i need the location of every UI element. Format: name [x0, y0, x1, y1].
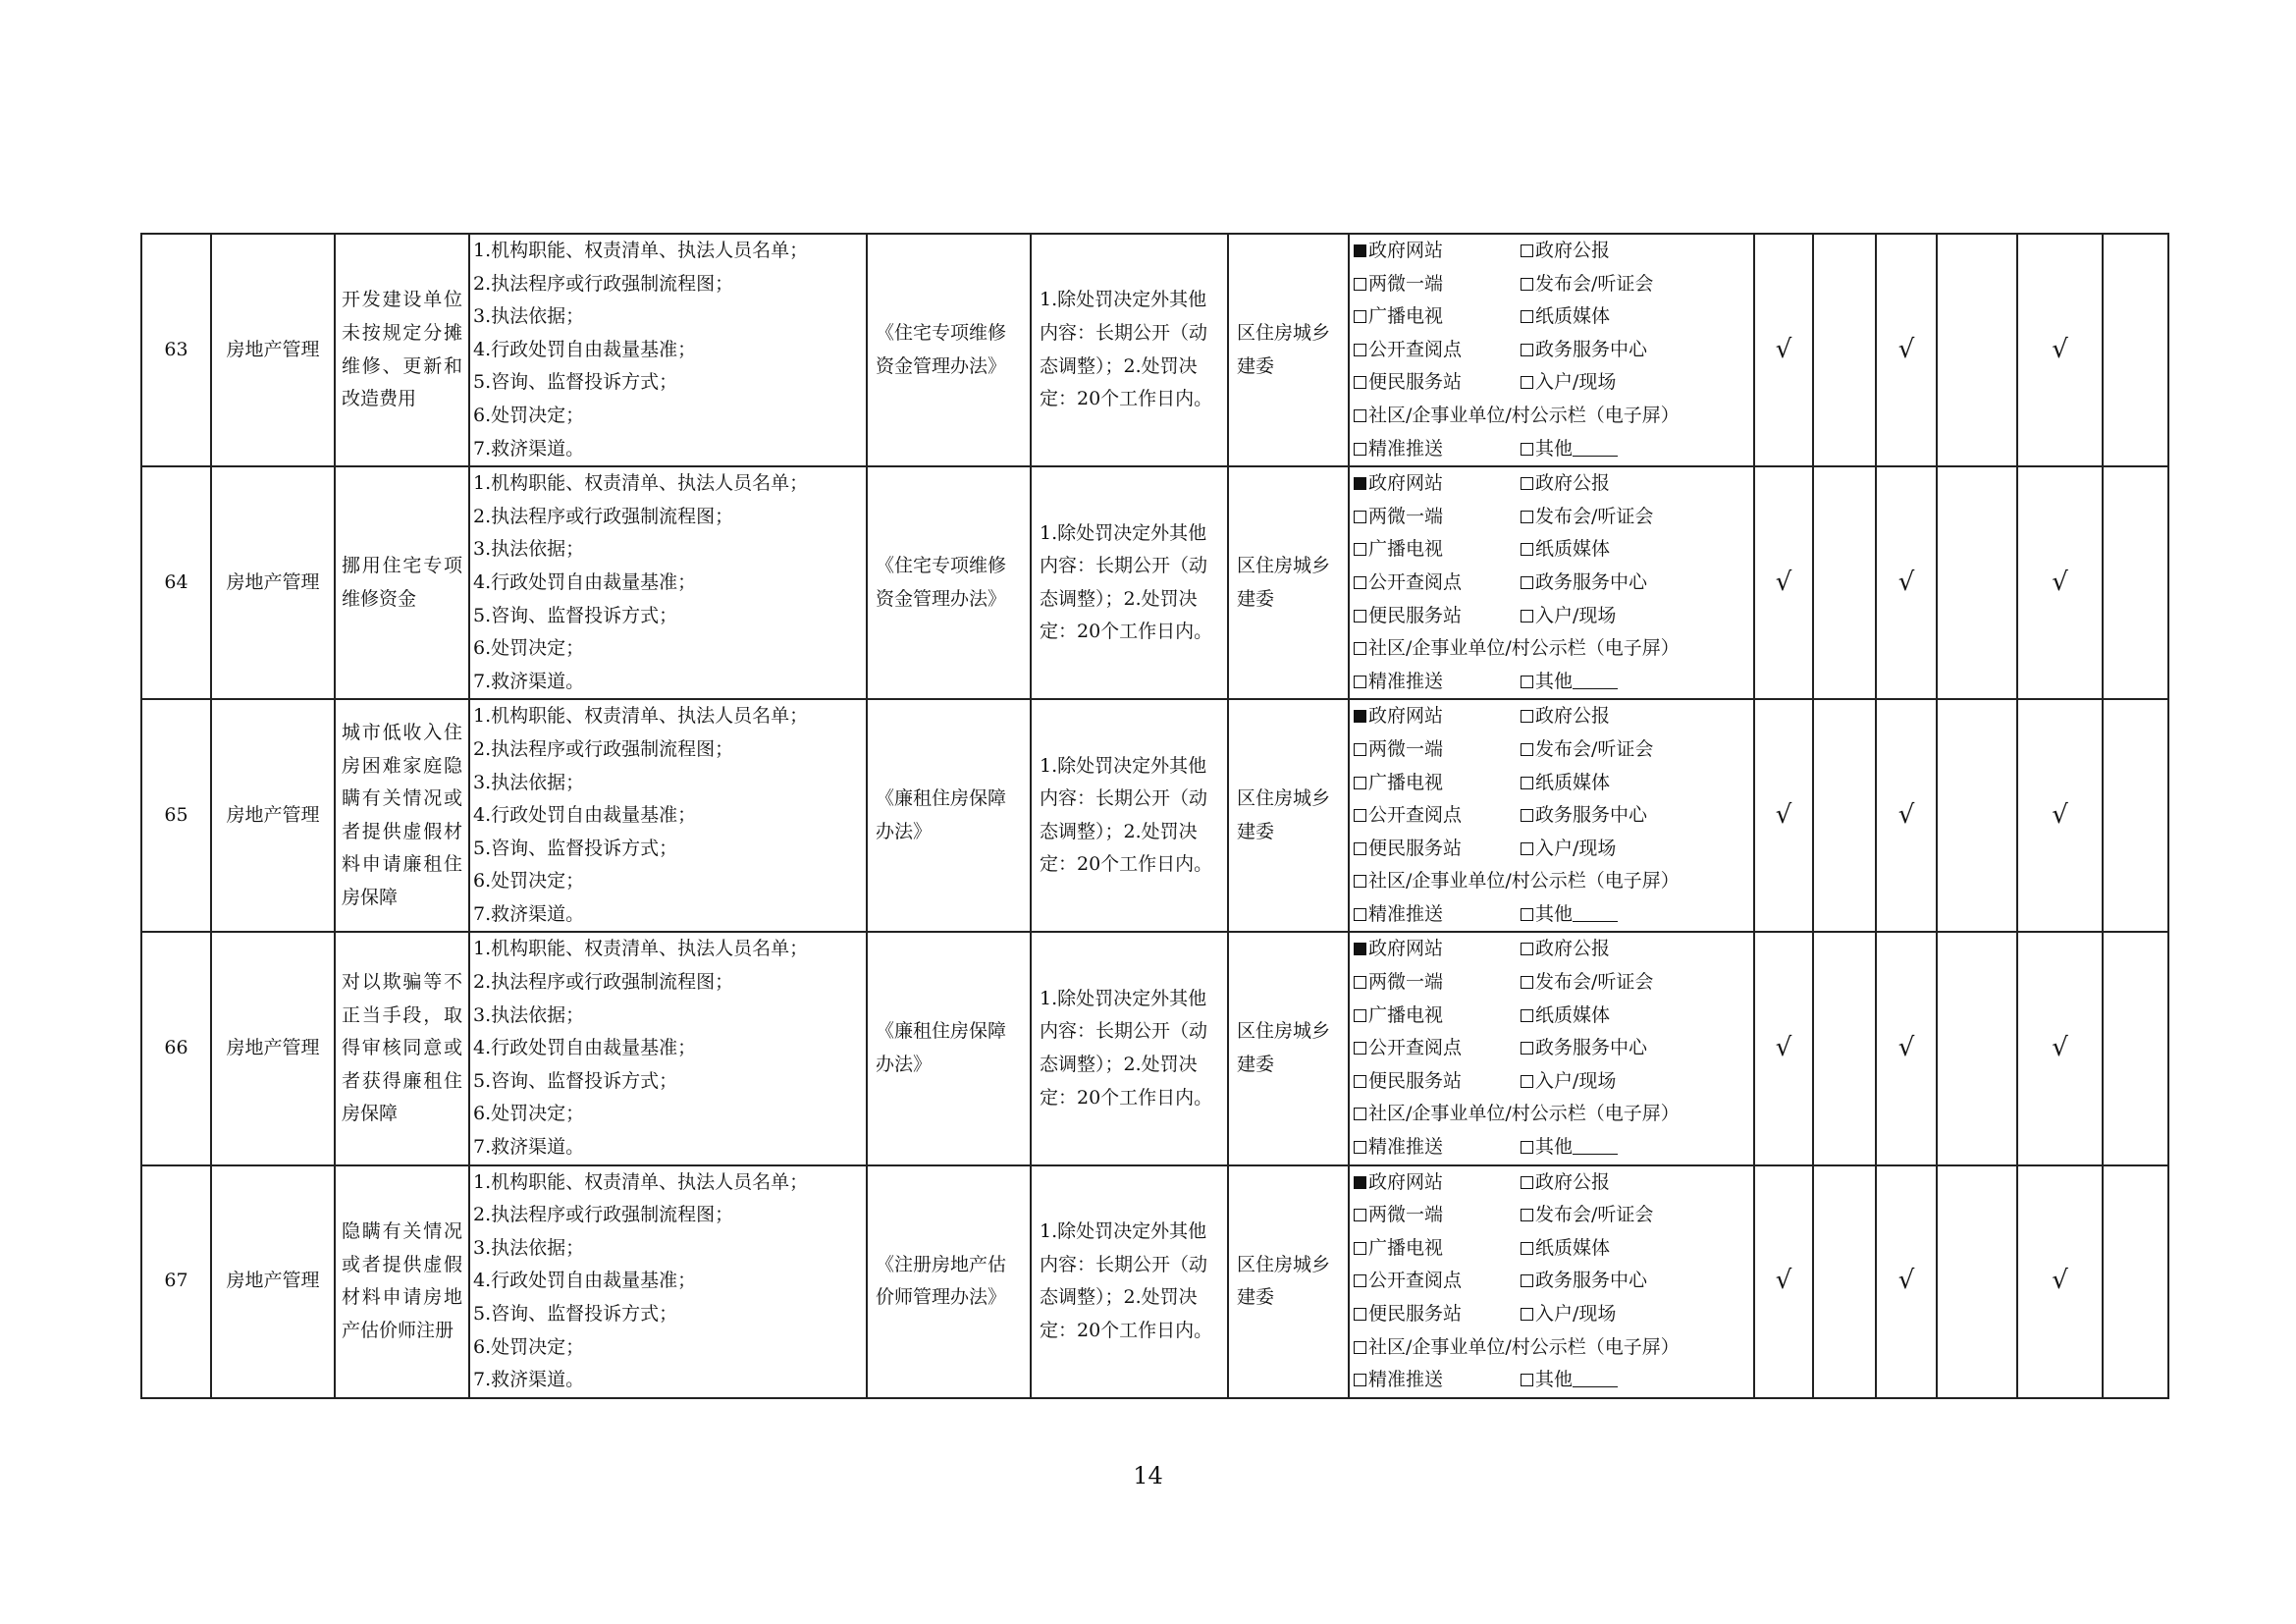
checkbox-icon: [1354, 777, 1366, 789]
checkbox-icon: [1521, 1242, 1533, 1255]
checkbox-icon: [1521, 1141, 1533, 1154]
channel-label: 社区/企事业单位/村公示栏（电子屏）: [1368, 1335, 1680, 1358]
checkbox-icon: [1521, 1042, 1533, 1055]
channel-label: 精准推送: [1368, 670, 1444, 692]
checkbox-icon: [1354, 1042, 1366, 1055]
checkbox-icon: [1354, 1242, 1366, 1255]
channel-label: 政府网站: [1368, 938, 1444, 960]
row-basis: 《住宅专项维修资金管理办法》: [867, 234, 1031, 466]
channel-label: 广播电视: [1368, 305, 1444, 328]
channel-label: 精准推送: [1368, 437, 1444, 460]
checkbox-icon: [1354, 1209, 1366, 1221]
content-line: 4.行政处罚自由裁量基准；: [473, 1270, 697, 1292]
content-line: 4.行政处罚自由裁量基准；: [473, 804, 697, 827]
row-content: [469, 466, 867, 699]
checkbox-icon: [1521, 943, 1533, 955]
check-cell: √: [1876, 1165, 1937, 1398]
content-line: 5.咨询、监督投诉方式；: [473, 1303, 678, 1325]
checkbox-icon: [1521, 610, 1533, 623]
content-line: 7.救济渠道。: [473, 1369, 585, 1391]
checkbox-checked-icon: [1354, 710, 1366, 723]
row-item: 开发建设单位未按规定分摊维修、更新和改造费用: [335, 234, 469, 466]
row-item: 挪用住宅专项维修资金: [335, 466, 469, 699]
channel-label: 广播电视: [1368, 1003, 1444, 1026]
check-cell: √: [1754, 1165, 1813, 1398]
checkbox-icon: [1354, 1141, 1366, 1154]
channel-label: 发布会/听证会: [1535, 505, 1654, 527]
checkbox-icon: [1521, 1308, 1533, 1321]
channel-label: 纸质媒体: [1535, 771, 1611, 793]
check-cell: √: [1876, 932, 1937, 1164]
content-line: 5.咨询、监督投诉方式；: [473, 837, 678, 859]
channel-label: 社区/企事业单位/村公示栏（电子屏）: [1368, 404, 1680, 426]
content-line: 3.执法依据；: [473, 305, 585, 328]
table-row: [141, 699, 2168, 932]
checkbox-icon: [1354, 1009, 1366, 1022]
row-item: 隐瞒有关情况或者提供虚假材料申请房地产估价师注册: [335, 1165, 469, 1398]
content-line: 2.执法程序或行政强制流程图；: [473, 272, 734, 295]
content-line: 4.行政处罚自由裁量基准；: [473, 1037, 697, 1059]
row-basis: 《注册房地产估价师管理办法》: [867, 1165, 1031, 1398]
row-time: 1.除处罚决定外其他内容：长期公开（动态调整）；2.处罚决定：20个工作日内。: [1031, 234, 1228, 466]
row-category: 房地产管理: [211, 466, 335, 699]
checkbox-icon: [1354, 908, 1366, 921]
check-cell: √: [2017, 932, 2103, 1164]
checkbox-icon: [1354, 642, 1366, 655]
channel-label: 入户/现场: [1535, 604, 1617, 626]
checkbox-icon: [1521, 777, 1533, 789]
channel-label: 政务服务中心: [1535, 1037, 1648, 1059]
row-category: 房地产管理: [211, 699, 335, 932]
check-cell: √: [2017, 1165, 2103, 1398]
row-time: 1.除处罚决定外其他内容：长期公开（动态调整）；2.处罚决定：20个工作日内。: [1031, 466, 1228, 699]
row-subject: 区住房城乡建委: [1228, 234, 1349, 466]
blank-underline: [1573, 436, 1618, 457]
disclosure-table: [140, 233, 2169, 1399]
checkbox-icon: [1521, 244, 1533, 257]
content-line: 6.处罚决定；: [473, 1103, 585, 1125]
channel-label: 政府网站: [1368, 1170, 1444, 1193]
row-number: 66: [141, 932, 211, 1164]
content-line: 7.救济渠道。: [473, 670, 585, 692]
content-line: 4.行政处罚自由裁量基准；: [473, 338, 697, 360]
empty-cell: [1937, 932, 2017, 1164]
table-row: [141, 932, 2168, 1164]
channel-label: 纸质媒体: [1535, 305, 1611, 328]
content-line: 6.处罚决定；: [473, 870, 585, 893]
channel-label: 政府公报: [1535, 1170, 1611, 1193]
checkbox-icon: [1521, 310, 1533, 323]
channel-label: 便民服务站: [1368, 1303, 1463, 1325]
channel-label: 入户/现场: [1535, 1069, 1617, 1092]
page-number: 14: [1133, 1462, 1163, 1489]
empty-cell: [1813, 234, 1876, 466]
channel-label: 社区/企事业单位/村公示栏（电子屏）: [1368, 637, 1680, 660]
content-line: 6.处罚决定；: [473, 404, 585, 426]
checkbox-checked-icon: [1354, 477, 1366, 490]
checkbox-icon: [1354, 278, 1366, 291]
checkbox-checked-icon: [1354, 1176, 1366, 1189]
checkbox-icon: [1354, 1075, 1366, 1088]
channel-label: 公开查阅点: [1368, 570, 1463, 593]
checkbox-icon: [1521, 1374, 1533, 1386]
checkbox-icon: [1354, 576, 1366, 589]
row-number: 67: [141, 1165, 211, 1398]
check-cell: √: [2017, 699, 2103, 932]
check-cell: √: [1754, 932, 1813, 1164]
channel-label: 发布会/听证会: [1535, 971, 1654, 994]
checkbox-icon: [1354, 1108, 1366, 1120]
channel-label: 政府网站: [1368, 240, 1444, 261]
checkbox-icon: [1354, 443, 1366, 456]
checkbox-icon: [1521, 1075, 1533, 1088]
channel-label: 政府公报: [1535, 240, 1611, 261]
channel-label: 便民服务站: [1368, 1069, 1463, 1092]
check-cell: √: [1876, 699, 1937, 932]
checkbox-checked-icon: [1354, 943, 1366, 955]
channel-label: 两微一端: [1368, 1204, 1444, 1226]
channel-label: 纸质媒体: [1535, 1003, 1611, 1026]
channel-label: 其他: [1535, 437, 1574, 460]
channel-label: 便民服务站: [1368, 371, 1463, 394]
row-number: 65: [141, 699, 211, 932]
row-channels: [1349, 1165, 1754, 1398]
check-cell: √: [1876, 466, 1937, 699]
empty-cell: [1813, 699, 1876, 932]
checkbox-icon: [1354, 1341, 1366, 1354]
content-line: 5.咨询、监督投诉方式；: [473, 1069, 678, 1092]
checkbox-icon: [1354, 809, 1366, 822]
checkbox-icon: [1521, 743, 1533, 756]
checkbox-icon: [1521, 576, 1533, 589]
checkbox-icon: [1354, 743, 1366, 756]
check-cell: √: [2017, 234, 2103, 466]
channel-label: 公开查阅点: [1368, 338, 1463, 360]
channel-label: 便民服务站: [1368, 837, 1463, 859]
channel-label: 社区/企事业单位/村公示栏（电子屏）: [1368, 870, 1680, 893]
checkbox-icon: [1521, 842, 1533, 855]
channel-label: 便民服务站: [1368, 604, 1463, 626]
checkbox-icon: [1354, 976, 1366, 989]
channel-label: 政府公报: [1535, 472, 1611, 495]
channel-label: 政府网站: [1368, 472, 1444, 495]
row-category: 房地产管理: [211, 1165, 335, 1398]
content-line: 3.执法依据；: [473, 1003, 585, 1026]
channel-label: 纸质媒体: [1535, 1236, 1611, 1259]
blank-underline: [1573, 669, 1618, 689]
content-line: 6.处罚决定；: [473, 637, 585, 660]
content-line: 1.机构职能、权责清单、执法人员名单；: [473, 240, 809, 261]
check-cell: √: [1876, 234, 1937, 466]
channel-label: 纸质媒体: [1535, 538, 1611, 561]
row-category: 房地产管理: [211, 932, 335, 1164]
checkbox-icon: [1354, 409, 1366, 422]
row-item: 对以欺骗等不正当手段，取得审核同意或者获得廉租住房保障: [335, 932, 469, 1164]
checkbox-icon: [1521, 1209, 1533, 1221]
channel-label: 公开查阅点: [1368, 804, 1463, 827]
checkbox-icon: [1354, 511, 1366, 523]
channel-label: 两微一端: [1368, 272, 1444, 295]
empty-cell: [1937, 1165, 2017, 1398]
content-line: 7.救济渠道。: [473, 437, 585, 460]
channel-label: 其他: [1535, 670, 1574, 692]
check-cell: √: [1754, 466, 1813, 699]
blank-underline: [1573, 1134, 1618, 1155]
table-row: [141, 234, 2168, 466]
row-channels: [1349, 234, 1754, 466]
channel-label: 精准推送: [1368, 902, 1444, 925]
channel-label: 精准推送: [1368, 1136, 1444, 1159]
content-line: 2.执法程序或行政强制流程图；: [473, 737, 734, 760]
channel-label: 两微一端: [1368, 505, 1444, 527]
row-subject: 区住房城乡建委: [1228, 466, 1349, 699]
row-time: 1.除处罚决定外其他内容：长期公开（动态调整）；2.处罚决定：20个工作日内。: [1031, 1165, 1228, 1398]
content-line: 4.行政处罚自由裁量基准；: [473, 570, 697, 593]
channel-label: 其他: [1535, 1136, 1574, 1159]
channel-label: 其他: [1535, 1369, 1574, 1391]
content-line: 5.咨询、监督投诉方式；: [473, 604, 678, 626]
table-body: [141, 234, 2168, 1398]
content-line: 2.执法程序或行政强制流程图；: [473, 505, 734, 527]
row-subject: 区住房城乡建委: [1228, 932, 1349, 1164]
channel-label: 入户/现场: [1535, 1303, 1617, 1325]
checkbox-icon: [1354, 1308, 1366, 1321]
channel-label: 发布会/听证会: [1535, 272, 1654, 295]
checkbox-icon: [1521, 376, 1533, 389]
empty-cell: [2103, 699, 2168, 932]
channel-label: 广播电视: [1368, 1236, 1444, 1259]
checkbox-icon: [1354, 875, 1366, 888]
row-number: 64: [141, 466, 211, 699]
row-subject: 区住房城乡建委: [1228, 1165, 1349, 1398]
channel-label: 发布会/听证会: [1535, 737, 1654, 760]
checkbox-icon: [1521, 511, 1533, 523]
empty-cell: [2103, 1165, 2168, 1398]
row-number: 63: [141, 234, 211, 466]
content-line: 2.执法程序或行政强制流程图；: [473, 1204, 734, 1226]
checkbox-icon: [1521, 443, 1533, 456]
channel-label: 广播电视: [1368, 771, 1444, 793]
empty-cell: [1813, 1165, 1876, 1398]
checkbox-icon: [1354, 610, 1366, 623]
blank-underline: [1573, 901, 1618, 922]
empty-cell: [1813, 466, 1876, 699]
channel-label: 发布会/听证会: [1535, 1204, 1654, 1226]
checkbox-icon: [1521, 976, 1533, 989]
channel-label: 入户/现场: [1535, 371, 1617, 394]
checkbox-icon: [1521, 809, 1533, 822]
content-line: 1.机构职能、权责清单、执法人员名单；: [473, 1170, 809, 1193]
channel-label: 公开查阅点: [1368, 1037, 1463, 1059]
content-line: 3.执法依据；: [473, 1236, 585, 1259]
checkbox-icon: [1521, 908, 1533, 921]
empty-cell: [2103, 932, 2168, 1164]
content-line: 2.执法程序或行政强制流程图；: [473, 971, 734, 994]
channel-label: 两微一端: [1368, 971, 1444, 994]
row-category: 房地产管理: [211, 234, 335, 466]
table-row: [141, 1165, 2168, 1398]
checkbox-icon: [1521, 710, 1533, 723]
row-channels: [1349, 466, 1754, 699]
checkbox-icon: [1521, 1274, 1533, 1287]
checkbox-icon: [1354, 1374, 1366, 1386]
channel-label: 政府公报: [1535, 938, 1611, 960]
channel-label: 入户/现场: [1535, 837, 1617, 859]
checkbox-icon: [1354, 676, 1366, 688]
checkbox-icon: [1521, 344, 1533, 356]
checkbox-icon: [1521, 543, 1533, 556]
checkbox-icon: [1354, 310, 1366, 323]
row-basis: 《住宅专项维修资金管理办法》: [867, 466, 1031, 699]
row-content: [469, 1165, 867, 1398]
content-line: 7.救济渠道。: [473, 902, 585, 925]
channel-label: 社区/企事业单位/村公示栏（电子屏）: [1368, 1103, 1680, 1125]
content-line: 5.咨询、监督投诉方式；: [473, 371, 678, 394]
content-line: 6.处罚决定；: [473, 1335, 585, 1358]
check-cell: √: [2017, 466, 2103, 699]
row-content: [469, 234, 867, 466]
checkbox-icon: [1521, 676, 1533, 688]
content-line: 1.机构职能、权责清单、执法人员名单；: [473, 472, 809, 495]
channel-label: 广播电视: [1368, 538, 1444, 561]
empty-cell: [1937, 699, 2017, 932]
blank-underline: [1573, 1367, 1618, 1387]
check-cell: √: [1754, 234, 1813, 466]
channel-label: 政务服务中心: [1535, 1270, 1648, 1292]
channel-label: 两微一端: [1368, 737, 1444, 760]
checkbox-icon: [1521, 1009, 1533, 1022]
empty-cell: [1937, 466, 2017, 699]
row-time: 1.除处罚决定外其他内容：长期公开（动态调整）；2.处罚决定：20个工作日内。: [1031, 932, 1228, 1164]
channel-label: 精准推送: [1368, 1369, 1444, 1391]
row-basis: 《廉租住房保障办法》: [867, 932, 1031, 1164]
checkbox-icon: [1354, 344, 1366, 356]
content-line: 1.机构职能、权责清单、执法人员名单；: [473, 938, 809, 960]
checkbox-icon: [1354, 1274, 1366, 1287]
empty-cell: [1937, 234, 2017, 466]
checkbox-icon: [1521, 477, 1533, 490]
row-channels: [1349, 932, 1754, 1164]
row-content: [469, 932, 867, 1164]
content-line: 7.救济渠道。: [473, 1136, 585, 1159]
content-line: 3.执法依据；: [473, 771, 585, 793]
channel-label: 政务服务中心: [1535, 804, 1648, 827]
row-item: 城市低收入住房困难家庭隐瞒有关情况或者提供虚假材料申请廉租住房保障: [335, 699, 469, 932]
row-content: [469, 699, 867, 932]
channel-label: 其他: [1535, 902, 1574, 925]
checkbox-icon: [1354, 842, 1366, 855]
content-line: 3.执法依据；: [473, 538, 585, 561]
row-basis: 《廉租住房保障办法》: [867, 699, 1031, 932]
row-subject: 区住房城乡建委: [1228, 699, 1349, 932]
row-channels: [1349, 699, 1754, 932]
channel-label: 公开查阅点: [1368, 1270, 1463, 1292]
check-cell: √: [1754, 699, 1813, 932]
table-row: [141, 466, 2168, 699]
empty-cell: [2103, 466, 2168, 699]
empty-cell: [2103, 234, 2168, 466]
checkbox-icon: [1521, 278, 1533, 291]
channel-label: 政务服务中心: [1535, 570, 1648, 593]
row-time: 1.除处罚决定外其他内容：长期公开（动态调整）；2.处罚决定：20个工作日内。: [1031, 699, 1228, 932]
checkbox-icon: [1521, 1176, 1533, 1189]
checkbox-checked-icon: [1354, 244, 1366, 257]
checkbox-icon: [1354, 376, 1366, 389]
checkbox-icon: [1354, 543, 1366, 556]
channel-label: 政府公报: [1535, 705, 1611, 728]
channel-label: 政府网站: [1368, 705, 1444, 728]
empty-cell: [1813, 932, 1876, 1164]
content-line: 1.机构职能、权责清单、执法人员名单；: [473, 705, 809, 728]
channel-label: 政务服务中心: [1535, 338, 1648, 360]
